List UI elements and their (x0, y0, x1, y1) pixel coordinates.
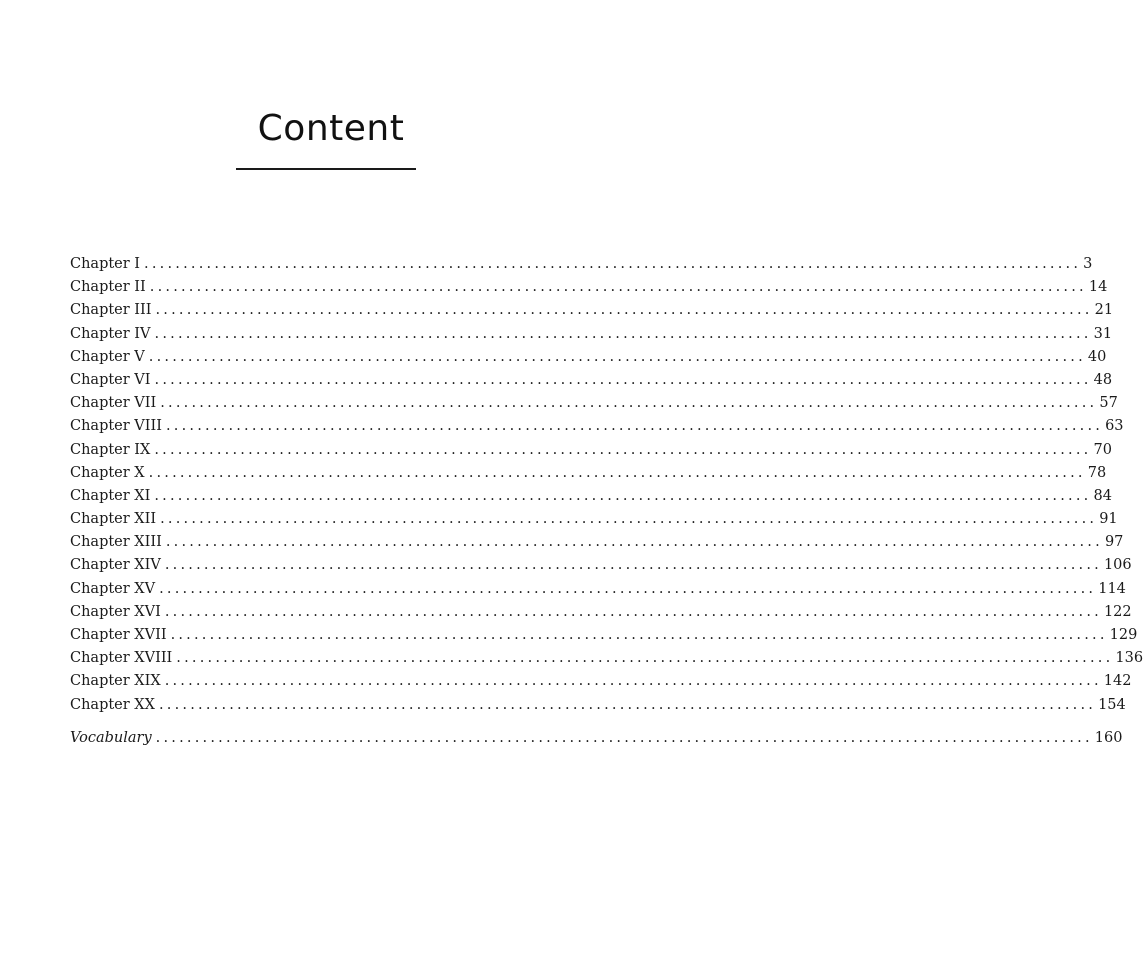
toc-entry-page: 14 (1088, 279, 1108, 296)
toc-entry-label: Chapter III (70, 302, 152, 319)
toc-entry (70, 627, 1138, 650)
toc-entry (70, 348, 1107, 372)
toc-entry-label: Chapter XII (70, 511, 157, 528)
toc-entry-page: 122 (1103, 603, 1132, 620)
dot-leader: ........................................................................................................................ (154, 371, 1092, 388)
dot-leader: ........................................................................................................................ (160, 395, 1098, 412)
toc-entry-page: 114 (1098, 580, 1126, 597)
toc-entry-page: 129 (1109, 627, 1138, 643)
toc-entry-page: 154 (1098, 696, 1126, 713)
toc-entry-label: Chapter X (70, 464, 145, 481)
toc-entry-vocabulary (70, 729, 1123, 753)
toc-entry-label: Chapter XVII (70, 627, 167, 643)
toc-entry-label: Chapter IX (70, 441, 151, 458)
dot-leader: ........................................................................................................................ (176, 650, 1114, 667)
dot-leader: ........................................................................................................................ (148, 464, 1086, 481)
toc-entry-label: Vocabulary (70, 729, 152, 746)
toc-entry-page: 78 (1087, 464, 1107, 481)
toc-entry-page: 70 (1093, 441, 1112, 458)
toc-entry (70, 302, 1114, 325)
dot-leader: ........................................................................................................................ (165, 418, 1104, 435)
table-of-contents (70, 256, 1143, 753)
toc-entry-label: Chapter I (70, 256, 141, 272)
toc-entry-page: 3 (1083, 256, 1093, 272)
toc-entry-page: 57 (1099, 395, 1118, 412)
toc-entry-label: Chapter XIII (70, 534, 162, 551)
dot-leader: ........................................................................................................................ (154, 325, 1092, 342)
dot-leader: ........................................................................................................................ (144, 256, 1082, 272)
dot-leader: ........................................................................................................................ (154, 487, 1092, 504)
toc-entry-page: 106 (1103, 557, 1132, 574)
dot-leader: ........................................................................................................................ (159, 580, 1097, 597)
dot-leader: ........................................................................................................................ (155, 729, 1093, 746)
toc-entry (70, 371, 1113, 395)
toc-entry-page: 63 (1105, 418, 1124, 435)
dot-leader: ........................................................................................................................ (154, 441, 1092, 458)
toc-entry-label: Chapter XIX (70, 673, 161, 690)
toc-entry-page: 21 (1094, 302, 1114, 319)
toc-entry-page: 136 (1115, 650, 1143, 667)
toc-entry-page: 160 (1094, 729, 1123, 746)
dot-leader: ........................................................................................................................ (148, 348, 1086, 365)
toc-entry-label: Chapter XVI (70, 603, 161, 620)
toc-entry-label: Chapter XVIII (70, 650, 173, 667)
toc-entry-label: Chapter XIV (70, 557, 161, 574)
toc-entry (70, 511, 1118, 534)
toc-entry (70, 441, 1112, 465)
toc-entry-label: Chapter XV (70, 580, 156, 597)
toc-entry-label: Chapter XI (70, 487, 151, 504)
toc-entry-page: 31 (1093, 325, 1113, 342)
page-title: Content (257, 108, 405, 149)
dot-leader: ........................................................................................................................ (165, 534, 1103, 551)
toc-entry-page: 40 (1087, 348, 1107, 365)
toc-entry-label: Chapter VI (70, 371, 151, 388)
title-underline (236, 168, 416, 170)
toc-entry-page: 97 (1104, 534, 1124, 551)
toc-entry-page: 142 (1103, 673, 1132, 690)
toc-entry (70, 557, 1132, 580)
dot-leader: ........................................................................................................................ (155, 302, 1093, 319)
toc-entry-label: Chapter VIII (70, 418, 162, 435)
toc-entry (70, 395, 1118, 418)
dot-leader: ........................................................................................................................ (164, 603, 1102, 620)
toc-entry-label: Chapter V (70, 348, 145, 365)
toc-entry-label: Chapter VII (70, 395, 157, 412)
toc-entry (70, 534, 1124, 557)
toc-entry (70, 487, 1112, 511)
toc-entry (70, 603, 1132, 627)
toc-entry (70, 673, 1132, 696)
toc-entry (70, 696, 1126, 720)
toc-entry (70, 279, 1108, 302)
toc-entry-label: Chapter II (70, 279, 146, 296)
toc-entry (70, 580, 1126, 604)
toc-entry-page: 48 (1093, 371, 1113, 388)
toc-entry-label: Chapter XX (70, 696, 155, 713)
dot-leader: ........................................................................................................................ (164, 673, 1102, 690)
toc-entry-page: 84 (1093, 487, 1112, 504)
dot-leader: ........................................................................................................................ (160, 511, 1098, 528)
toc-entry (70, 325, 1113, 349)
toc-entry (70, 418, 1124, 441)
dot-leader: ........................................................................................................................ (149, 279, 1087, 296)
toc-entry-page: 91 (1099, 511, 1118, 528)
toc-entry (70, 464, 1107, 488)
dot-leader: ........................................................................................................................ (170, 627, 1108, 643)
toc-entry (70, 650, 1143, 673)
dot-leader: ........................................................................................................................ (158, 696, 1097, 713)
dot-leader: ........................................................................................................................ (164, 557, 1102, 574)
toc-entry-label: Chapter IV (70, 325, 151, 342)
toc-entry (70, 256, 1093, 279)
